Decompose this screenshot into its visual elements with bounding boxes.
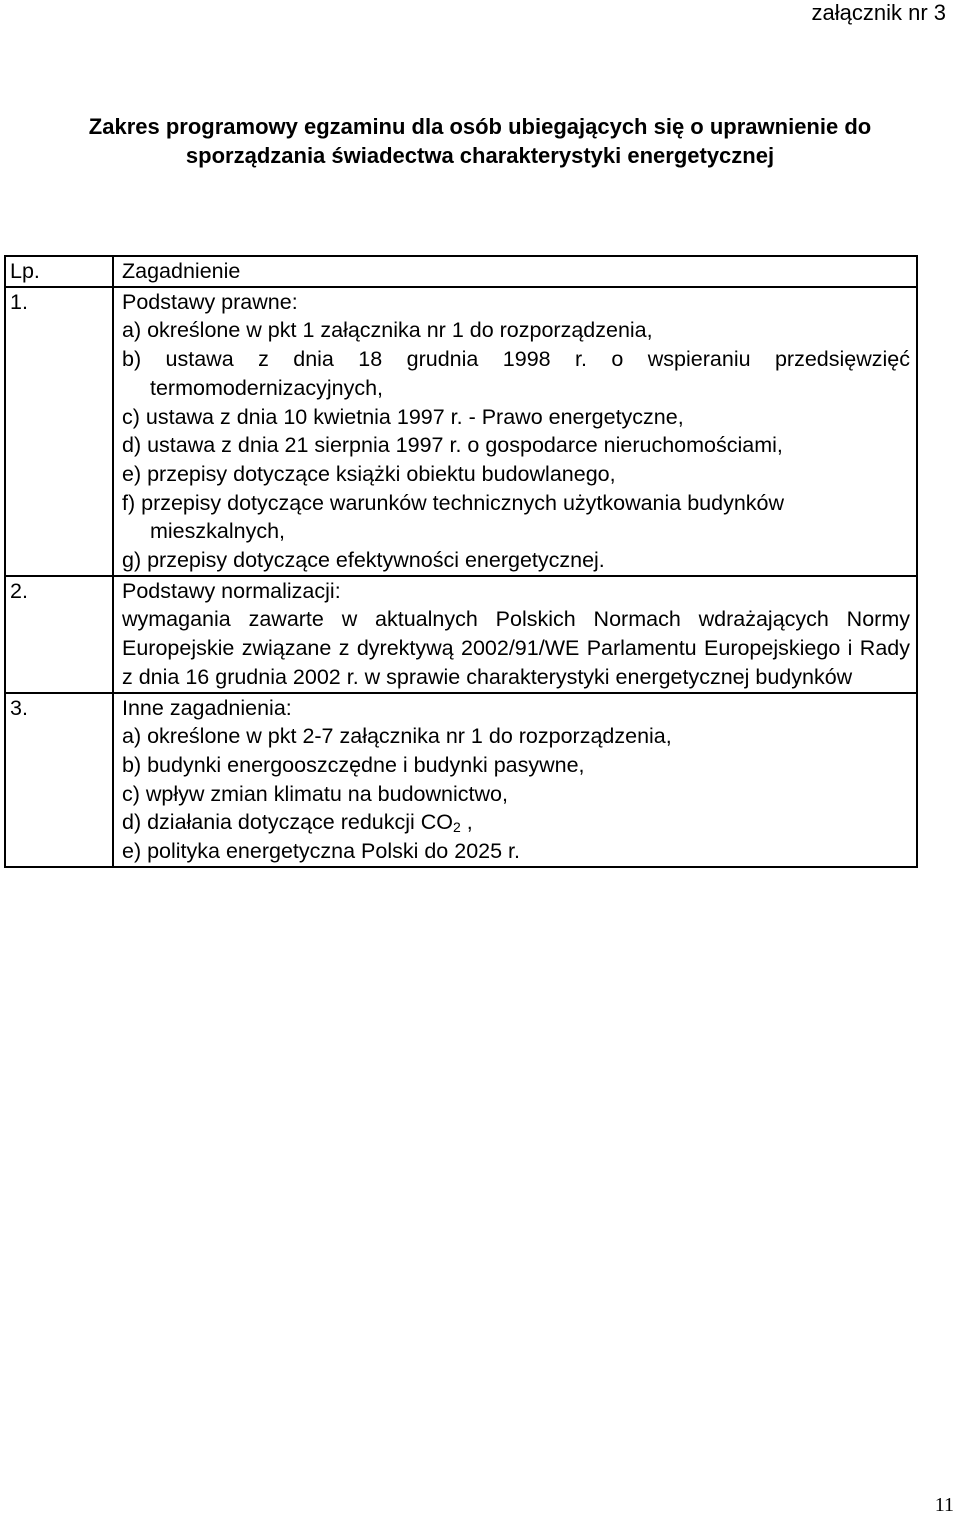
title-line-1: Zakres programowy egzaminu dla osób ubiegających się o uprawnienie do: [88, 114, 872, 139]
list-item: d) ustawa z dnia 21 sierpnia 1997 r. o gospodarce nieruchomościami,: [122, 433, 783, 458]
list-item: b) budynki energooszczędne i budynki pasywne,: [122, 752, 585, 777]
row-2-content: [113, 576, 917, 693]
table-row: [5, 287, 917, 576]
row-3-lp: 3.: [5, 693, 113, 867]
co2-item-suffix: ,: [460, 810, 473, 835]
header-lp: Lp.: [5, 256, 113, 287]
list-item: f) przepisy dotyczące warunków technicznych użytkowania budynków mieszkalnych,: [122, 490, 785, 544]
list-item: a) określone w pkt 1 załącznika nr 1 do rozporządzenia,: [122, 318, 653, 343]
list-item-co2: [122, 808, 910, 837]
title-line-2: sporządzania świadectwa charakterystyki energetycznej: [185, 143, 775, 168]
header-topic: Zagadnienie: [113, 256, 917, 287]
row-2-body: wymagania zawarte w aktualnych Polskich Normach wdrażających Normy Europejskie związane z dyrektywą 2002/91/WE Parlamentu Europejskiego i Rady z dnia 16 grudnia 2002 r. w sprawie charakterystyki energetycznej budynków: [122, 607, 910, 689]
list-item: c) ustawa z dnia 10 kwietnia 1997 r. - Prawo energetyczne,: [122, 404, 684, 429]
row-2-lp: 2.: [5, 576, 113, 693]
list-item: b) ustawa z dnia 18 grudnia 1998 r. o wspieraniu przedsięwzięć termomodernizacyjnych,: [122, 347, 910, 400]
row-1-content: [113, 287, 917, 576]
table-header-row: [5, 256, 917, 287]
row-3-content: [113, 693, 917, 867]
topics-table: [4, 255, 918, 868]
co2-item-text: d) działania dotyczące redukcji CO: [122, 810, 454, 835]
row-1-heading: Podstawy prawne:: [122, 289, 298, 314]
list-item: c) wpływ zmian klimatu na budownictwo,: [122, 781, 508, 806]
list-item: e) polityka energetyczna Polski do 2025 r.: [122, 839, 520, 864]
row-2-heading: Podstawy normalizacji:: [122, 578, 341, 603]
table-row: [5, 576, 917, 693]
document-title: [0, 112, 960, 170]
row-1-lp: 1.: [5, 287, 113, 576]
annex-label: załącznik nr 3: [811, 0, 946, 25]
page-number: 11: [934, 1494, 954, 1516]
list-item: e) przepisy dotyczące książki obiektu budowlanego,: [122, 461, 616, 486]
table-row: [5, 693, 917, 867]
list-item: a) określone w pkt 2-7 załącznika nr 1 do rozporządzenia,: [122, 724, 672, 749]
list-item: g) przepisy dotyczące efektywności energetycznej.: [122, 548, 605, 573]
row-3-heading: Inne zagadnienia:: [122, 695, 292, 720]
co2-subscript: 2: [453, 819, 461, 836]
